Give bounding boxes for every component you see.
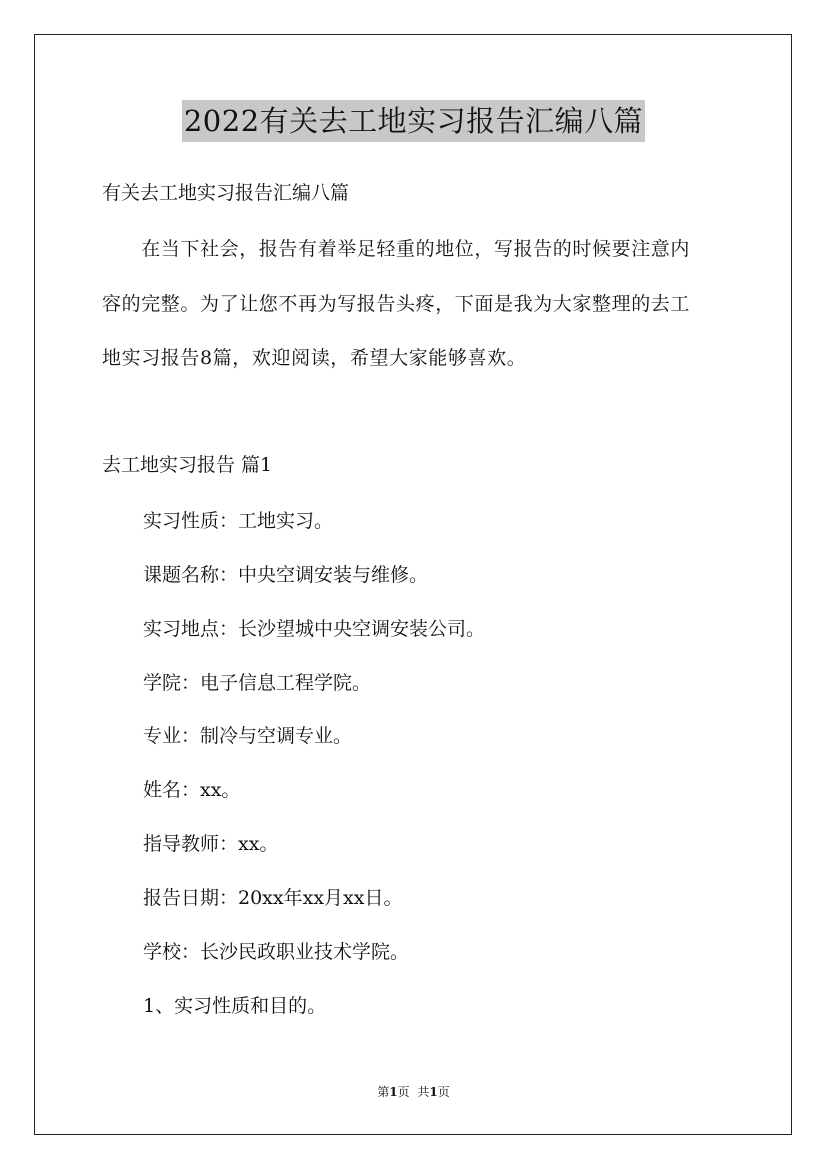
document-subtitle: 有关去工地实习报告汇编八篇	[102, 182, 350, 204]
page-footer	[0, 1084, 827, 1100]
page-suffix: 页	[397, 1085, 410, 1099]
list-item: 实习地点：长沙望城中央空调安装公司。	[143, 618, 486, 640]
list-item: 1、实习性质和目的。	[143, 995, 327, 1017]
list-item: 学校：长沙民政职业技术学院。	[143, 941, 410, 963]
list-item: 学院：电子信息工程学院。	[143, 672, 372, 694]
list-item: 姓名：xx。	[143, 779, 241, 801]
list-item: 实习性质：工地实习。	[143, 510, 334, 532]
section-heading: 去工地实习报告 篇1	[102, 454, 273, 476]
total-pages: 1	[429, 1085, 438, 1099]
list-item: 课题名称：中央空调安装与维修。	[143, 564, 429, 586]
intro-line-1: 在当下社会，报告有着举足轻重的地位，写报告的时候要注意内	[102, 238, 691, 260]
total-suffix: 页	[437, 1085, 450, 1099]
list-item: 指导教师：xx。	[143, 833, 279, 855]
list-item: 报告日期：20xx年xx月xx日。	[143, 887, 403, 909]
total-prefix: 共	[417, 1085, 430, 1099]
page-number: 1	[389, 1085, 398, 1099]
intro-line-3: 地实习报告8篇，欢迎阅读，希望大家能够喜欢。	[102, 347, 527, 369]
page-prefix: 第	[377, 1085, 390, 1099]
title-wrap	[0, 100, 827, 142]
list-item: 专业：制冷与空调专业。	[143, 725, 353, 747]
intro-line-2: 容的完整。为了让您不再为写报告头疼，下面是我为大家整理的去工	[102, 293, 691, 315]
document-title: 2022有关去工地实习报告汇编八篇	[182, 100, 645, 142]
